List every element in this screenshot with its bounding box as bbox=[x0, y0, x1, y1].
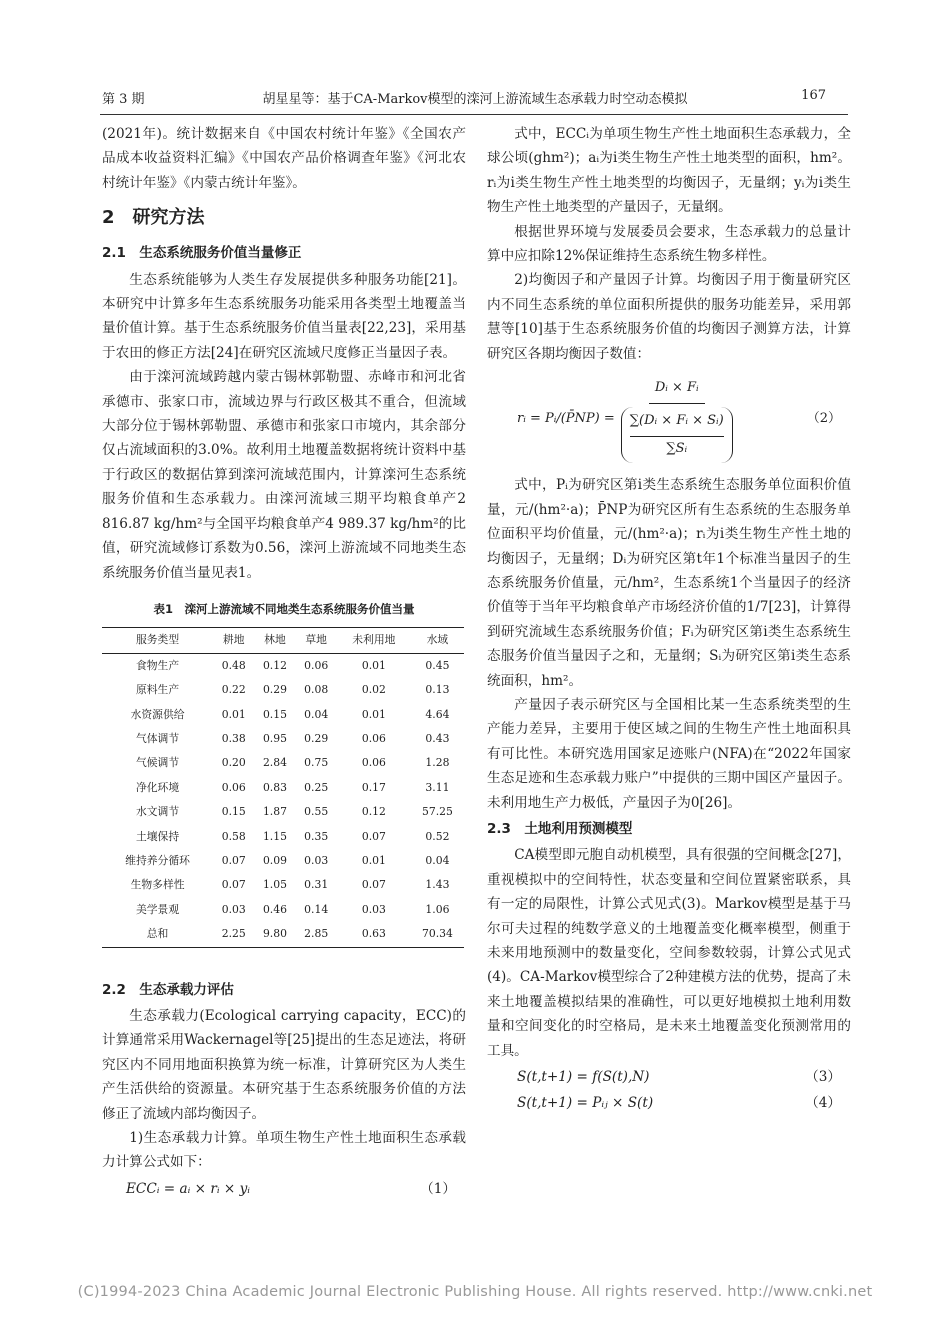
paragraph: (2021年)。统计数据来自《中国农村统计年鉴》《全国农产品成本收益资料汇编》《中国农产品价格调查年鉴》《河北农村统计年鉴》《内蒙古统计年鉴》。 bbox=[102, 126, 466, 191]
paragraph: 产量因子表示研究区与全国相比某一生态系统类型的生产能力差异，主要用于使区域之间的生物生产性土地面积具有可比性。本研究选用国家足迹账户(NFA)在“2022年国家生态足迹和生态承载力账户”中提供的三期中国区产量因子。未利用地生产力极低，产量因子为0[26]。 bbox=[487, 696, 851, 811]
value-cell: 0.52 bbox=[425, 829, 450, 843]
fraction-numerator: Dᵢ × Fᵢ bbox=[649, 376, 705, 404]
copyright-footer: (C)1994-2023 China Academic Journal Electronic Publishing House. All rights reserved. http://www.cnki.net bbox=[77, 1284, 873, 1300]
value-cell: 0.04 bbox=[425, 853, 450, 867]
running-header bbox=[102, 88, 848, 108]
value-cell: 0.31 bbox=[304, 878, 329, 892]
service-type-cell: 维持养分循环 bbox=[125, 853, 190, 867]
table-row bbox=[102, 678, 464, 702]
value-cell: 0.22 bbox=[221, 683, 246, 697]
value-cell: 0.63 bbox=[361, 927, 386, 941]
paragraph: 生态系统能够为人类生存发展提供多种服务功能[21]。本研究中计算多年生态系统服务功能采用各类型土地覆盖当量价值计算。基于生态系统服务价值当量表[22,23]，采用基于农田的修正方法[24]在研究区流域尺度修正当量因子表。 bbox=[102, 271, 466, 361]
table-row bbox=[102, 873, 464, 897]
value-cell: 2.84 bbox=[262, 756, 287, 770]
value-cell: 0.29 bbox=[304, 731, 329, 745]
service-type-cell: 气候调节 bbox=[135, 756, 180, 770]
value-cell: 0.15 bbox=[262, 707, 287, 721]
service-type-cell: 生物多样性 bbox=[130, 878, 185, 892]
value-cell: 0.45 bbox=[425, 658, 450, 672]
service-type-cell: 水文调节 bbox=[135, 805, 180, 819]
value-cell: 1.87 bbox=[262, 805, 287, 819]
value-cell: 0.03 bbox=[361, 902, 386, 916]
table-row bbox=[102, 727, 464, 751]
equation-1 bbox=[102, 1177, 466, 1201]
table-row bbox=[102, 922, 464, 947]
value-cell: 0.01 bbox=[361, 853, 386, 867]
value-cell: 4.64 bbox=[425, 707, 450, 721]
value-cell: 0.83 bbox=[262, 780, 287, 794]
service-type-cell: 原料生产 bbox=[135, 683, 180, 697]
paragraph: 1)生态承载力计算。单项生物生产性土地面积生态承载力计算公式如下： bbox=[102, 1130, 466, 1171]
equation-3 bbox=[487, 1065, 851, 1089]
table-caption: 表1 滦河上游流域不同地类生态系统服务价值当量 bbox=[153, 601, 415, 616]
header-rule bbox=[100, 114, 848, 115]
table-row bbox=[102, 703, 464, 727]
left-column bbox=[102, 122, 466, 1203]
paragraph: 由于滦河流域跨越内蒙古锡林郭勒盟、赤峰市和河北省承德市、张家口市，流域边界与行政区极其不重合，但流域大部分位于锡林郭勒盟、承德市和张家口市境内，其余部分仅占流域面积的3.0%。故利用土地覆盖数据将统计资料中基于行政区的数据估算到滦河流域范围内，计算滦河生态系统服务价值和生态承载力。由滦河流域三期平均粮食单产2 816.87 kg/hm²与全国平均粮食单产4 989.37 kg/hm²的比值，研究流域修订系数为0.56，滦河上游流域不同地类生态系统服务价值当量见表1。 bbox=[102, 369, 466, 581]
col-header: 草地 bbox=[305, 633, 327, 647]
subsection-heading: 2.2 生态承载力评估 bbox=[102, 981, 234, 998]
inner-numerator: ∑(Dᵢ × Fᵢ × Sᵢ) bbox=[630, 409, 724, 436]
equation-number: （4） bbox=[805, 1095, 841, 1112]
subsection-heading: 2.1 生态系统服务价值当量修正 bbox=[102, 245, 302, 262]
value-cell: 0.55 bbox=[304, 805, 329, 819]
right-column bbox=[487, 122, 851, 1118]
value-cell: 0.07 bbox=[361, 829, 386, 843]
equation-number: （2） bbox=[806, 411, 841, 427]
value-cell: 0.13 bbox=[425, 683, 450, 697]
service-type-cell: 土壤保持 bbox=[135, 829, 180, 843]
table-row bbox=[102, 825, 464, 849]
value-cell: 0.46 bbox=[262, 902, 287, 916]
value-cell: 1.06 bbox=[425, 902, 450, 916]
page-number: 167 bbox=[801, 88, 826, 103]
paragraph: 生态承载力(Ecological carrying capacity，ECC)的计算通常采用Wackernagel等[25]提出的生态足迹法，将研究区内不同用地面积换算为统一标准，计算研究区为人类生产生活供给的资源量。本研究基于生态系统服务价值的方法修正了流域内部均衡因子。 bbox=[102, 1008, 466, 1122]
col-header: 水域 bbox=[426, 633, 449, 647]
subsection-heading: 2.3 土地利用预测模型 bbox=[487, 820, 633, 837]
value-cell: 0.25 bbox=[304, 780, 329, 794]
table-row bbox=[102, 800, 464, 824]
value-cell: 0.17 bbox=[361, 780, 386, 794]
equation-body: S(t,t+1) = Pᵢⱼ × S(t) bbox=[517, 1095, 654, 1112]
value-cell: 70.34 bbox=[421, 927, 453, 941]
col-header: 林地 bbox=[264, 633, 286, 647]
paragraph: CA模型即元胞自动机模型，具有很强的空间概念[27]，重视模拟中的空间特性，状态变量和空间位置紧密联系，具有一定的局限性，计算公式见式(3)。Markov模型是基于马尔可夫过程的纯数学意义的土地覆盖变化概率模型，侧重于未来用地预测中的数量变化，空间参数较弱，计算公式见式(4)。CA-Markov模型综合了2种建模方法的优势，提高了未来土地覆盖模拟结果的准确性，可以更好地模拟土地利用数量和空间变化的时空格局，是未来土地覆盖变化预测常用的工具。 bbox=[487, 847, 851, 1059]
issue-label: 第 3 期 bbox=[102, 92, 145, 107]
value-cell: 1.15 bbox=[262, 829, 287, 843]
table-header-row bbox=[102, 628, 464, 653]
equation-lhs: rᵢ = Pᵢ/(P̄NP) = bbox=[517, 411, 615, 427]
value-cell: 57.25 bbox=[421, 805, 453, 819]
value-cell: 9.80 bbox=[262, 927, 287, 941]
paragraph: 式中，ECCᵢ为单项生物生产性土地面积生态承载力，全球公顷(ghm²)；aᵢ为i类生物生产性土地类型的面积，hm²。rᵢ为i类生物生产性土地类型的均衡因子，无量纲；yᵢ为i类生物生产性土地类型的产量因子，无量纲。 bbox=[487, 126, 851, 216]
value-cell: 0.03 bbox=[304, 853, 329, 867]
value-cell: 0.06 bbox=[361, 731, 386, 745]
value-cell: 0.43 bbox=[425, 731, 450, 745]
value-cell: 0.48 bbox=[221, 658, 246, 672]
value-cell: 0.95 bbox=[262, 731, 287, 745]
service-type-cell: 总和 bbox=[146, 927, 169, 941]
table-row bbox=[102, 776, 464, 800]
equation-fraction bbox=[621, 376, 733, 463]
value-cell: 3.11 bbox=[425, 780, 450, 794]
value-cell: 0.02 bbox=[361, 683, 386, 697]
equation-number: （1） bbox=[420, 1180, 456, 1197]
value-cell: 0.07 bbox=[221, 853, 246, 867]
value-cell: 0.29 bbox=[262, 683, 287, 697]
value-cell: 1.43 bbox=[425, 878, 450, 892]
value-cell: 0.07 bbox=[221, 878, 246, 892]
running-title: 胡星星等：基于CA-Markov模型的滦河上游流域生态承载力时空动态模拟 bbox=[262, 92, 688, 107]
value-cell: 0.12 bbox=[361, 805, 386, 819]
service-type-cell: 水资源供给 bbox=[130, 707, 185, 721]
value-cell: 0.07 bbox=[361, 878, 386, 892]
table-row bbox=[102, 751, 464, 775]
value-cell: 0.12 bbox=[262, 658, 287, 672]
value-cell: 0.01 bbox=[221, 707, 246, 721]
fraction-denominator bbox=[621, 407, 733, 463]
value-cell: 2.25 bbox=[221, 927, 246, 941]
value-cell: 1.28 bbox=[425, 756, 450, 770]
value-cell: 0.01 bbox=[361, 707, 386, 721]
value-cell: 1.05 bbox=[262, 878, 287, 892]
service-type-cell: 气体调节 bbox=[135, 731, 180, 745]
value-cell: 0.58 bbox=[221, 829, 246, 843]
value-cell: 0.14 bbox=[304, 902, 329, 916]
value-cell: 0.06 bbox=[221, 780, 246, 794]
value-cell: 0.08 bbox=[304, 683, 329, 697]
equation-4 bbox=[487, 1091, 851, 1115]
value-cell: 2.85 bbox=[304, 927, 329, 941]
value-cell: 0.15 bbox=[221, 805, 246, 819]
equation-2 bbox=[487, 376, 851, 463]
table-row bbox=[102, 653, 464, 678]
service-type-cell: 净化环境 bbox=[135, 780, 180, 794]
value-cell: 0.06 bbox=[304, 658, 329, 672]
value-cell: 0.03 bbox=[221, 902, 246, 916]
equation-number: （3） bbox=[805, 1069, 841, 1086]
value-cell: 0.38 bbox=[221, 731, 246, 745]
value-cell: 0.01 bbox=[361, 658, 386, 672]
value-cell: 0.35 bbox=[304, 829, 329, 843]
value-cell: 0.20 bbox=[221, 756, 246, 770]
value-equivalent-table bbox=[102, 627, 464, 947]
section-heading: 2 研究方法 bbox=[102, 207, 205, 229]
equation-body: S(t,t+1) = f(S(t),N) bbox=[517, 1069, 650, 1086]
table-row bbox=[102, 849, 464, 873]
paragraph: 2)均衡因子和产量因子计算。均衡因子用于衡量研究区内不同生态系统的单位面积所提供的服务功能差异，采用郭慧等[10]基于生态系统服务价值的均衡因子测算方法，计算研究区各期均衡因子数值： bbox=[487, 272, 851, 362]
inner-denominator: ∑Sᵢ bbox=[666, 440, 688, 456]
service-type-cell: 美学景观 bbox=[135, 902, 180, 916]
table-row bbox=[102, 898, 464, 922]
col-header: 耕地 bbox=[222, 633, 245, 647]
value-cell: 0.04 bbox=[304, 707, 329, 721]
paragraph: 根据世界环境与发展委员会要求，生态承载力的总量计算中应扣除12%保证维持生态系统生物多样性。 bbox=[487, 223, 851, 265]
value-cell: 0.06 bbox=[361, 756, 386, 770]
value-cell: 0.09 bbox=[262, 853, 287, 867]
paragraph: 式中，Pᵢ为研究区第i类生态系统生态服务单位面积价值量，元/(hm²·a)；P̄NP为研究区所有生态系统的生态服务单位面积平均价值量，元/(hm²·a)；rᵢ为i类生物生产性土地的均衡因子，无量纲；Dᵢ为研究区第t年1个标准当量因子的生态系统服务价值量，元/hm²，生态系统1个当量因子的经济价值等于当年平均粮食单产市场经济价值的1/7[23]，计算得到研究流域生态系统服务价值；Fᵢ为研究区第i类生态系统生态服务价值当量因子之和，无量纲；Sᵢ为研究区第i类生态系统面积，hm²。 bbox=[487, 477, 851, 689]
service-type-cell: 食物生产 bbox=[135, 658, 180, 672]
col-header: 服务类型 bbox=[135, 633, 180, 647]
value-cell: 0.75 bbox=[304, 756, 329, 770]
equation-body: ECCᵢ = aᵢ × rᵢ × yᵢ bbox=[126, 1180, 251, 1197]
col-header: 未利用地 bbox=[352, 633, 396, 647]
